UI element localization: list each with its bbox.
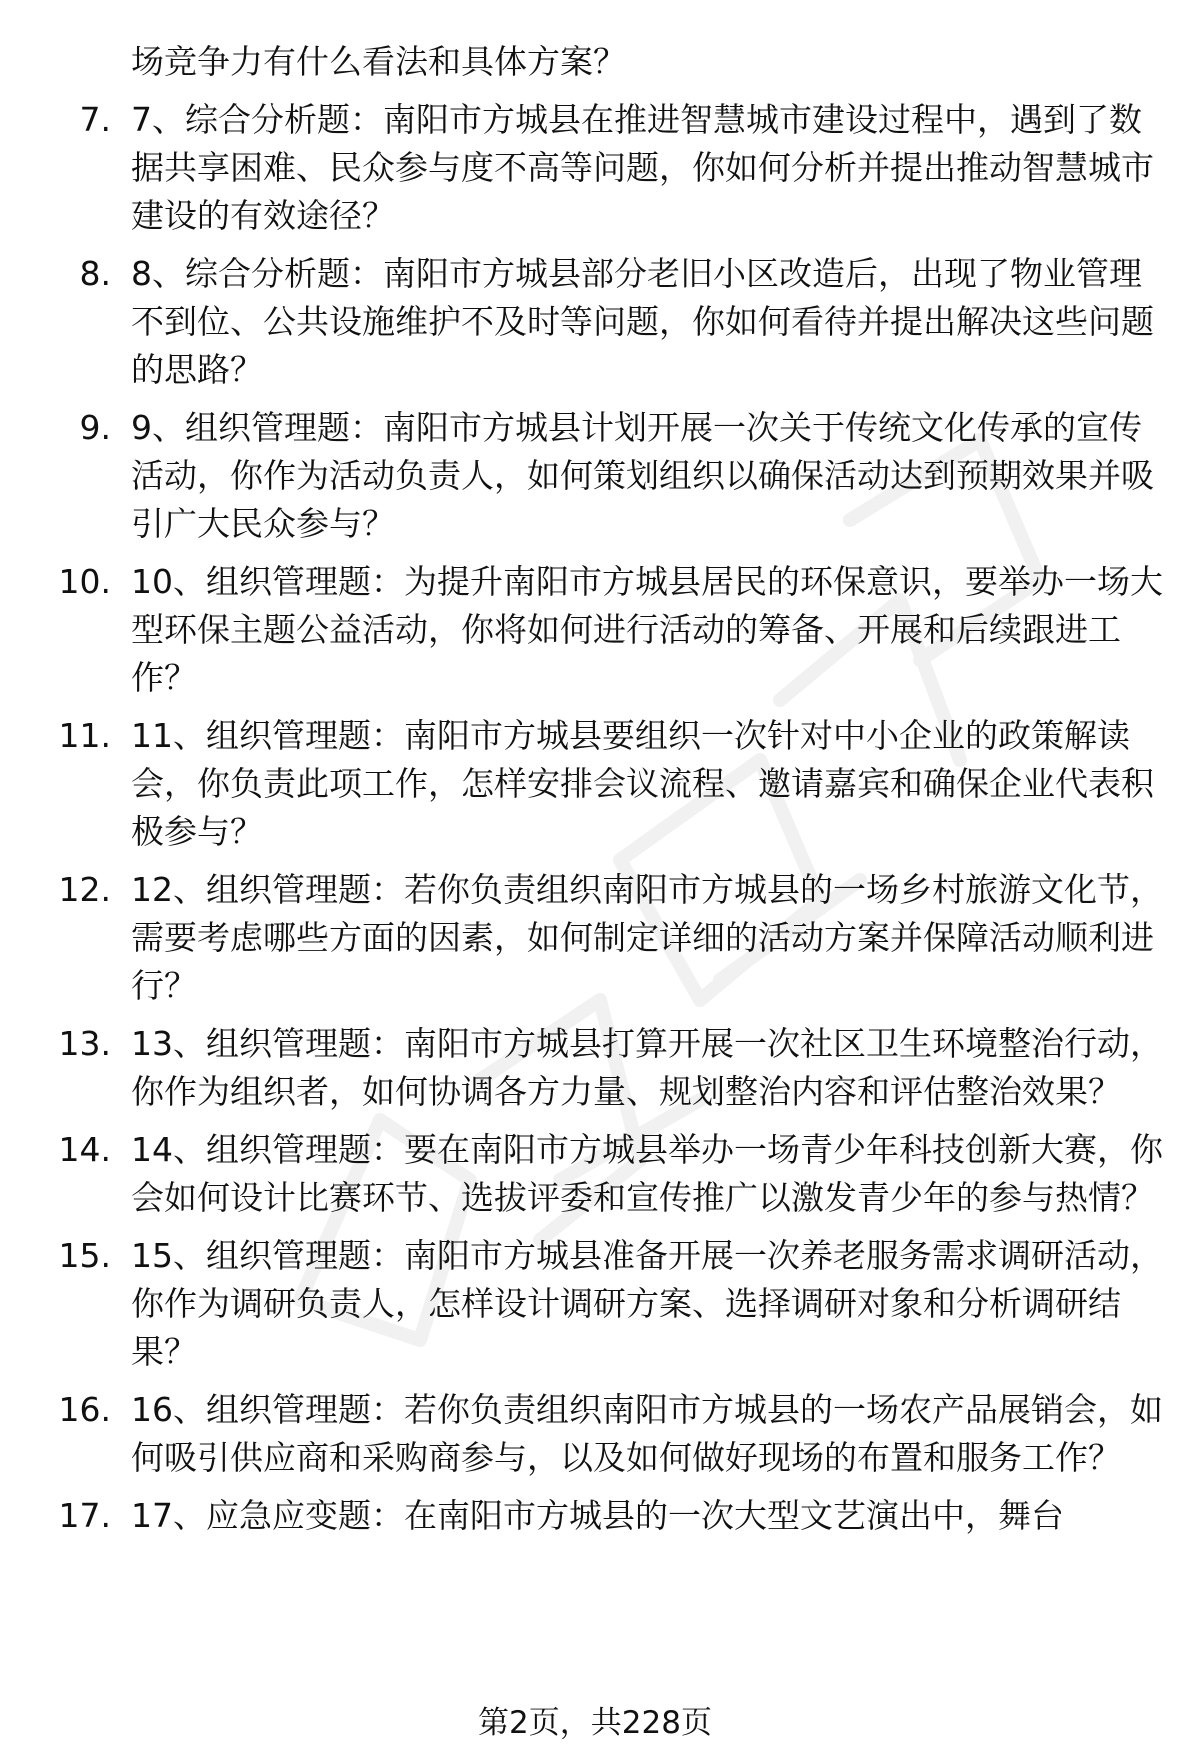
list-item: [0, 96, 1190, 240]
list-item: [0, 1492, 1190, 1540]
list-item: [0, 404, 1190, 548]
item-number: 10.: [58, 562, 111, 601]
list-item: [0, 712, 1190, 856]
item-text: 17、应急应变题：在南阳市方城县的一次大型文艺演出中，舞台: [131, 1496, 1064, 1535]
item-text: 13、组织管理题：南阳市方城县打算开展一次社区卫生环境整治行动，你作为组织者，如何协调各方力量、规划整治内容和评估整治效果？: [131, 1024, 1163, 1111]
item-text: 11、组织管理题：南阳市方城县要组织一次针对中小企业的政策解读会，你负责此项工作，怎样安排会议流程、邀请嘉宾和确保企业代表积极参与？: [131, 716, 1154, 851]
item-text: 7、综合分析题：南阳市方城县在推进智慧城市建设过程中，遇到了数据共享困难、民众参与度不高等问题，你如何分析并提出推动智慧城市建设的有效途径？: [131, 100, 1154, 235]
question-list: [0, 38, 1190, 1540]
item-number: 7.: [79, 100, 111, 139]
item-number: 13.: [58, 1024, 111, 1063]
item-number: 16.: [58, 1390, 111, 1429]
item-number: 12.: [58, 870, 111, 909]
list-item: [0, 1126, 1190, 1222]
item-number: 8.: [79, 254, 111, 293]
page-footer: 第2页，共228页: [478, 1705, 712, 1741]
list-item: [0, 558, 1190, 702]
list-item: [0, 1232, 1190, 1376]
item-text: 12、组织管理题：若你负责组织南阳市方城县的一场乡村旅游文化节，需要考虑哪些方面的因素，如何制定详细的活动方案并保障活动顺利进行？: [131, 870, 1163, 1005]
item-text: 8、综合分析题：南阳市方城县部分老旧小区改造后，出现了物业管理不到位、公共设施维护不及时等问题，你如何看待并提出解决这些问题的思路？: [131, 254, 1154, 389]
item-number: 9.: [79, 408, 111, 447]
item-number: 14.: [58, 1130, 111, 1169]
continuation-text: 场竞争力有什么看法和具体方案？: [131, 42, 626, 81]
list-item: [0, 866, 1190, 1010]
list-item: [0, 1020, 1190, 1116]
item-number: 17.: [58, 1496, 111, 1535]
item-number: 11.: [58, 716, 111, 755]
list-item: [0, 250, 1190, 394]
item-text: 16、组织管理题：若你负责组织南阳市方城县的一场农产品展销会，如何吸引供应商和采购商参与，以及如何做好现场的布置和服务工作？: [131, 1390, 1163, 1477]
item-number: 15.: [58, 1236, 111, 1275]
item-text: 14、组织管理题：要在南阳市方城县举办一场青少年科技创新大赛，你会如何设计比赛环节、选拔评委和宣传推广以激发青少年的参与热情？: [131, 1130, 1163, 1217]
item-text: 9、组织管理题：南阳市方城县计划开展一次关于传统文化传承的宣传活动，你作为活动负责人，如何策划组织以确保活动达到预期效果并吸引广大民众参与？: [131, 408, 1154, 543]
item-text: 10、组织管理题：为提升南阳市方城县居民的环保意识，要举办一场大型环保主题公益活动，你将如何进行活动的筹备、开展和后续跟进工作？: [131, 562, 1163, 697]
item-text: 15、组织管理题：南阳市方城县准备开展一次养老服务需求调研活动，你作为调研负责人，怎样设计调研方案、选择调研对象和分析调研结果？: [131, 1236, 1163, 1371]
list-item: [0, 1386, 1190, 1482]
